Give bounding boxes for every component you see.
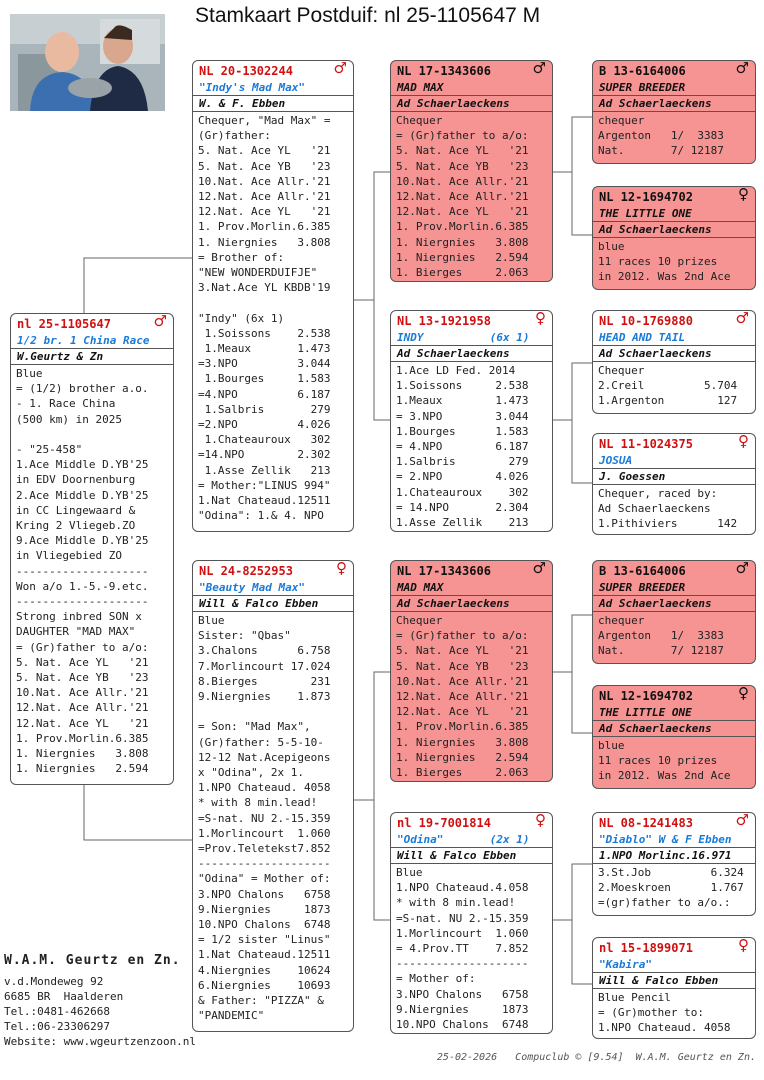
female-icon: ♀ [535,812,546,829]
pigeon-name: HEAD AND TAIL [593,330,755,346]
pigeon-name: INDY (6x 1) [391,330,552,346]
owner: W.Geurtz & Zn [11,349,173,365]
pigeon-name: 1/2 br. 1 China Race [11,333,173,349]
ring-number: NL 20-1302244 ♂ [199,60,347,78]
female-icon: ♀ [738,937,749,954]
pigeon-name: THE LITTLE ONE [593,705,755,721]
pigeon-name: "Odina" (2x 1) [391,832,552,848]
card-father [192,60,354,532]
card-details: 3.St.Job 6.324 2.Moeskroen 1.767 =(gr)father to a/o.: [598,866,744,910]
card-mother [192,560,354,1032]
owner: Will & Falco Ebben [193,596,353,612]
card-paternal-grandmother [390,310,553,532]
card-details: 1.Ace LD Fed. 2014 1.Soissons 2.538 1.Meaux 1.473 = 3.NPO 3.044 1.Bourges 1.583 = 4.NPO 6.187 1.Salbris 279 = 2.NPO 4.026 1.Chateauroux 302 = 14.NPO 2.304 1.Asse Zellik 213 [396,364,529,530]
male-icon: ♂ [735,60,749,77]
pigeon-name: JOSUA [593,453,755,469]
ring-number: nl 15-1899071 ♀ [599,937,749,955]
card-details: Chequer 2.Creil 5.704 1.Argenton 127 [598,364,738,408]
pigeon-name: MAD MAX [391,580,552,596]
ring-number: NL 24-8252953 ♀ [199,560,347,578]
owner: Ad Schaerlaeckens [593,96,755,112]
card-details: Chequer = (Gr)father to a/o: 5. Nat. Ace YL '21 5. Nat. Ace YB '23 10.Nat. Ace Allr.'21 12.Nat. Ace Allr.'21 12.Nat. Ace YL '21 1. Prov.Morlin.6.385 1. Niergnies 3.808 1. Niergnies 2.594 1. Bierges 2.063 [396,614,529,780]
ring-number: NL 08-1241483 ♂ [599,812,749,830]
male-icon: ♂ [532,560,546,577]
owner: Ad Schaerlaeckens [391,346,552,362]
female-icon: ♀ [738,433,749,450]
pigeon-name: "Beauty Mad Max" [193,580,353,596]
pigeon-name: SUPER BREEDER [593,80,755,96]
card-details: Chequer = (Gr)father to a/o: 5. Nat. Ace YL '21 5. Nat. Ace YB '23 10.Nat. Ace Allr.'21 12.Nat. Ace Allr.'21 12.Nat. Ace YL '21 1. Prov.Morlin.6.385 1. Niergnies 3.808 1. Niergnies 2.594 1. Bierges 2.063 [396,114,529,280]
ring-number: nl 25-1105647 ♂ [17,313,167,331]
card-mmf [592,812,756,916]
male-icon: ♂ [532,60,546,77]
pigeon-name: "Kabira" [593,957,755,973]
owner: J. Goessen [593,469,755,485]
card-details: Blue 1.NPO Chateaud.4.058 * with 8 min.lead! =S-nat. NU 2.-15.359 1.Morlincourt 1.060 = 4.Prov.TT 7.852 -------------------- = Mother of: 3.NPO Chalons 6758 9.Niergnies 1873 10.NPO Chalons 6748 [396,866,529,1032]
card-details: chequer Argenton 1/ 3383 Nat. 7/ 12187 [598,614,724,658]
card-maternal-grandmother [390,812,553,1034]
male-icon: ♂ [153,313,167,330]
card-mff [592,560,756,664]
owner: Ad Schaerlaeckens [593,346,755,362]
card-fmf [592,310,756,414]
footer: 25-02-2026 Compuclub © [9.54] W.A.M. Geurtz en Zn. [436,1052,756,1063]
ring-number: NL 10-1769880 ♂ [599,310,749,328]
ring-number: NL 11-1024375 ♀ [599,433,749,451]
ring-number: NL 13-1921958 ♀ [397,310,546,328]
male-icon: ♂ [333,60,347,77]
ring-number: NL 12-1694702 ♀ [599,685,749,703]
card-details: Blue Sister: "Qbas" 3.Chalons 6.758 7.Morlincourt 17.024 8.Bierges 231 9.Niergnies 1.873 = Son: "Mad Max", (Gr)father: 5-5-10- 12-12 Nat.Acepigeons x "Odina", 2x 1. 1.NPO Chateaud. 4058 * with 8 min.lead! =S-nat. NU 2.-15.359 1.Morlincourt 1.060 =Prov.Teletekst7.852 -------------------- "Odina" = Mother of: 3.NPO Chalons 6758 9.Niergnies 1873 10.NPO Chalons 6748 = 1/2 sister "Linus" 1.Nat Chateaud.12511 4.Niergnies 10624 6.Niergnies 10693 & Father: "PIZZA" & "PANDEMIC" [198,614,331,1023]
card-fmm [592,433,756,535]
ring-number: nl 19-7001814 ♀ [397,812,546,830]
card-mfm [592,685,756,789]
pigeon-name: THE LITTLE ONE [593,206,755,222]
card-details: blue 11 races 10 prizes in 2012. Was 2nd Ace [598,240,731,284]
card-subject [10,313,174,785]
card-details: Blue = (1/2) brother a.o. - 1. Race China (500 km) in 2025 - "25-458" 1.Ace Middle D.YB'25 in EDV Doornenburg 2.Ace Middle D.YB'25 in CC Lingewaard & Kring 2 Vliegeb.ZO 9.Ace Middle D.YB'25 in Vliegebied ZO -------------------- Won a/o 1.-5.-9.etc. -------------------- Strong inbred SON x DAUGHTER "MAD MAX" = (Gr)father to a/o: 5. Nat. Ace YL '21 5. Nat. Ace YB '23 10.Nat. Ace Allr.'21 12.Nat. Ace Allr.'21 12.Nat. Ace YL '21 1. Prov.Morlin.6.385 1. Niergnies 3.808 1. Niergnies 2.594 [16,367,149,776]
pigeon-name: MAD MAX [391,80,552,96]
ring-number: NL 17-1343606 ♂ [397,560,546,578]
card-maternal-grandfather [390,560,553,782]
owner: Ad Schaerlaeckens [593,222,755,238]
owner: Ad Schaerlaeckens [391,596,552,612]
owner: Ad Schaerlaeckens [593,721,755,737]
card-ffm [592,186,756,290]
card-fff [592,60,756,164]
breeder-address: v.d.Mondeweg 92 6685 BR Haalderen Tel.:0481-462668 Tel.:06-23306297 Website: www.wgeurtzenzoon.nl [4,975,197,1048]
pigeon-name: "Indy's Mad Max" [193,80,353,96]
pigeon-name: "Diablo" W & F Ebben [593,832,755,848]
pigeon-name: SUPER BREEDER [593,580,755,596]
ring-number: B 13-6164006 ♂ [599,560,749,578]
owner: Will & Falco Ebben [391,848,552,864]
breeder-block [4,953,196,1049]
owner: Will & Falco Ebben [593,973,755,989]
female-icon: ♀ [535,310,546,327]
male-icon: ♂ [735,310,749,327]
breeder-name: W.A.M. Geurtz en Zn. [4,953,181,968]
card-details: Chequer, "Mad Max" = (Gr)father: 5. Nat. Ace YL '21 5. Nat. Ace YB '23 10.Nat. Ace Allr.'21 12.Nat. Ace Allr.'21 12.Nat. Ace YL '21 1. Prov.Morlin.6.385 1. Niergnies 3.808 = Brother of: "NEW WONDERDUIFJE" 3.Nat.Ace YL KBDB'19 "Indy" (6x 1) 1.Soissons 2.538 1.Meaux 1.473 =3.NPO 3.044 1.Bourges 1.583 =4.NPO 6.187 1.Salbris 279 =2.NPO 4.026 1.Chateauroux 302 =14.NPO 2.302 1.Asse Zellik 213 = Mother:"LINUS 994" 1.Nat Chateaud.12511 "Odina": 1.& 4. NPO [198,114,331,523]
page-title: Stamkaart Postduif: nl 25-1105647 M [195,4,541,27]
ring-number: NL 12-1694702 ♀ [599,186,749,204]
card-paternal-grandfather [390,60,553,282]
female-icon: ♀ [738,186,749,203]
card-details: Chequer, raced by: Ad Schaerlaeckens 1.Pithiviers 142 [598,487,738,531]
card-details: chequer Argenton 1/ 3383 Nat. 7/ 12187 [598,114,724,158]
female-icon: ♀ [336,560,347,577]
owner: Ad Schaerlaeckens [593,596,755,612]
male-icon: ♂ [735,812,749,829]
card-mmm [592,937,756,1039]
female-icon: ♀ [738,685,749,702]
owner: W. & F. Ebben [193,96,353,112]
card-details: Blue Pencil = (Gr)mother to: 1.NPO Chateaud. 4058 [598,991,731,1035]
ring-number: B 13-6164006 ♂ [599,60,749,78]
owner: 1.NPO Morlinc.16.971 [593,848,755,864]
ring-number: NL 17-1343606 ♂ [397,60,546,78]
male-icon: ♂ [735,560,749,577]
owner: Ad Schaerlaeckens [391,96,552,112]
card-details: blue 11 races 10 prizes in 2012. Was 2nd Ace [598,739,731,783]
